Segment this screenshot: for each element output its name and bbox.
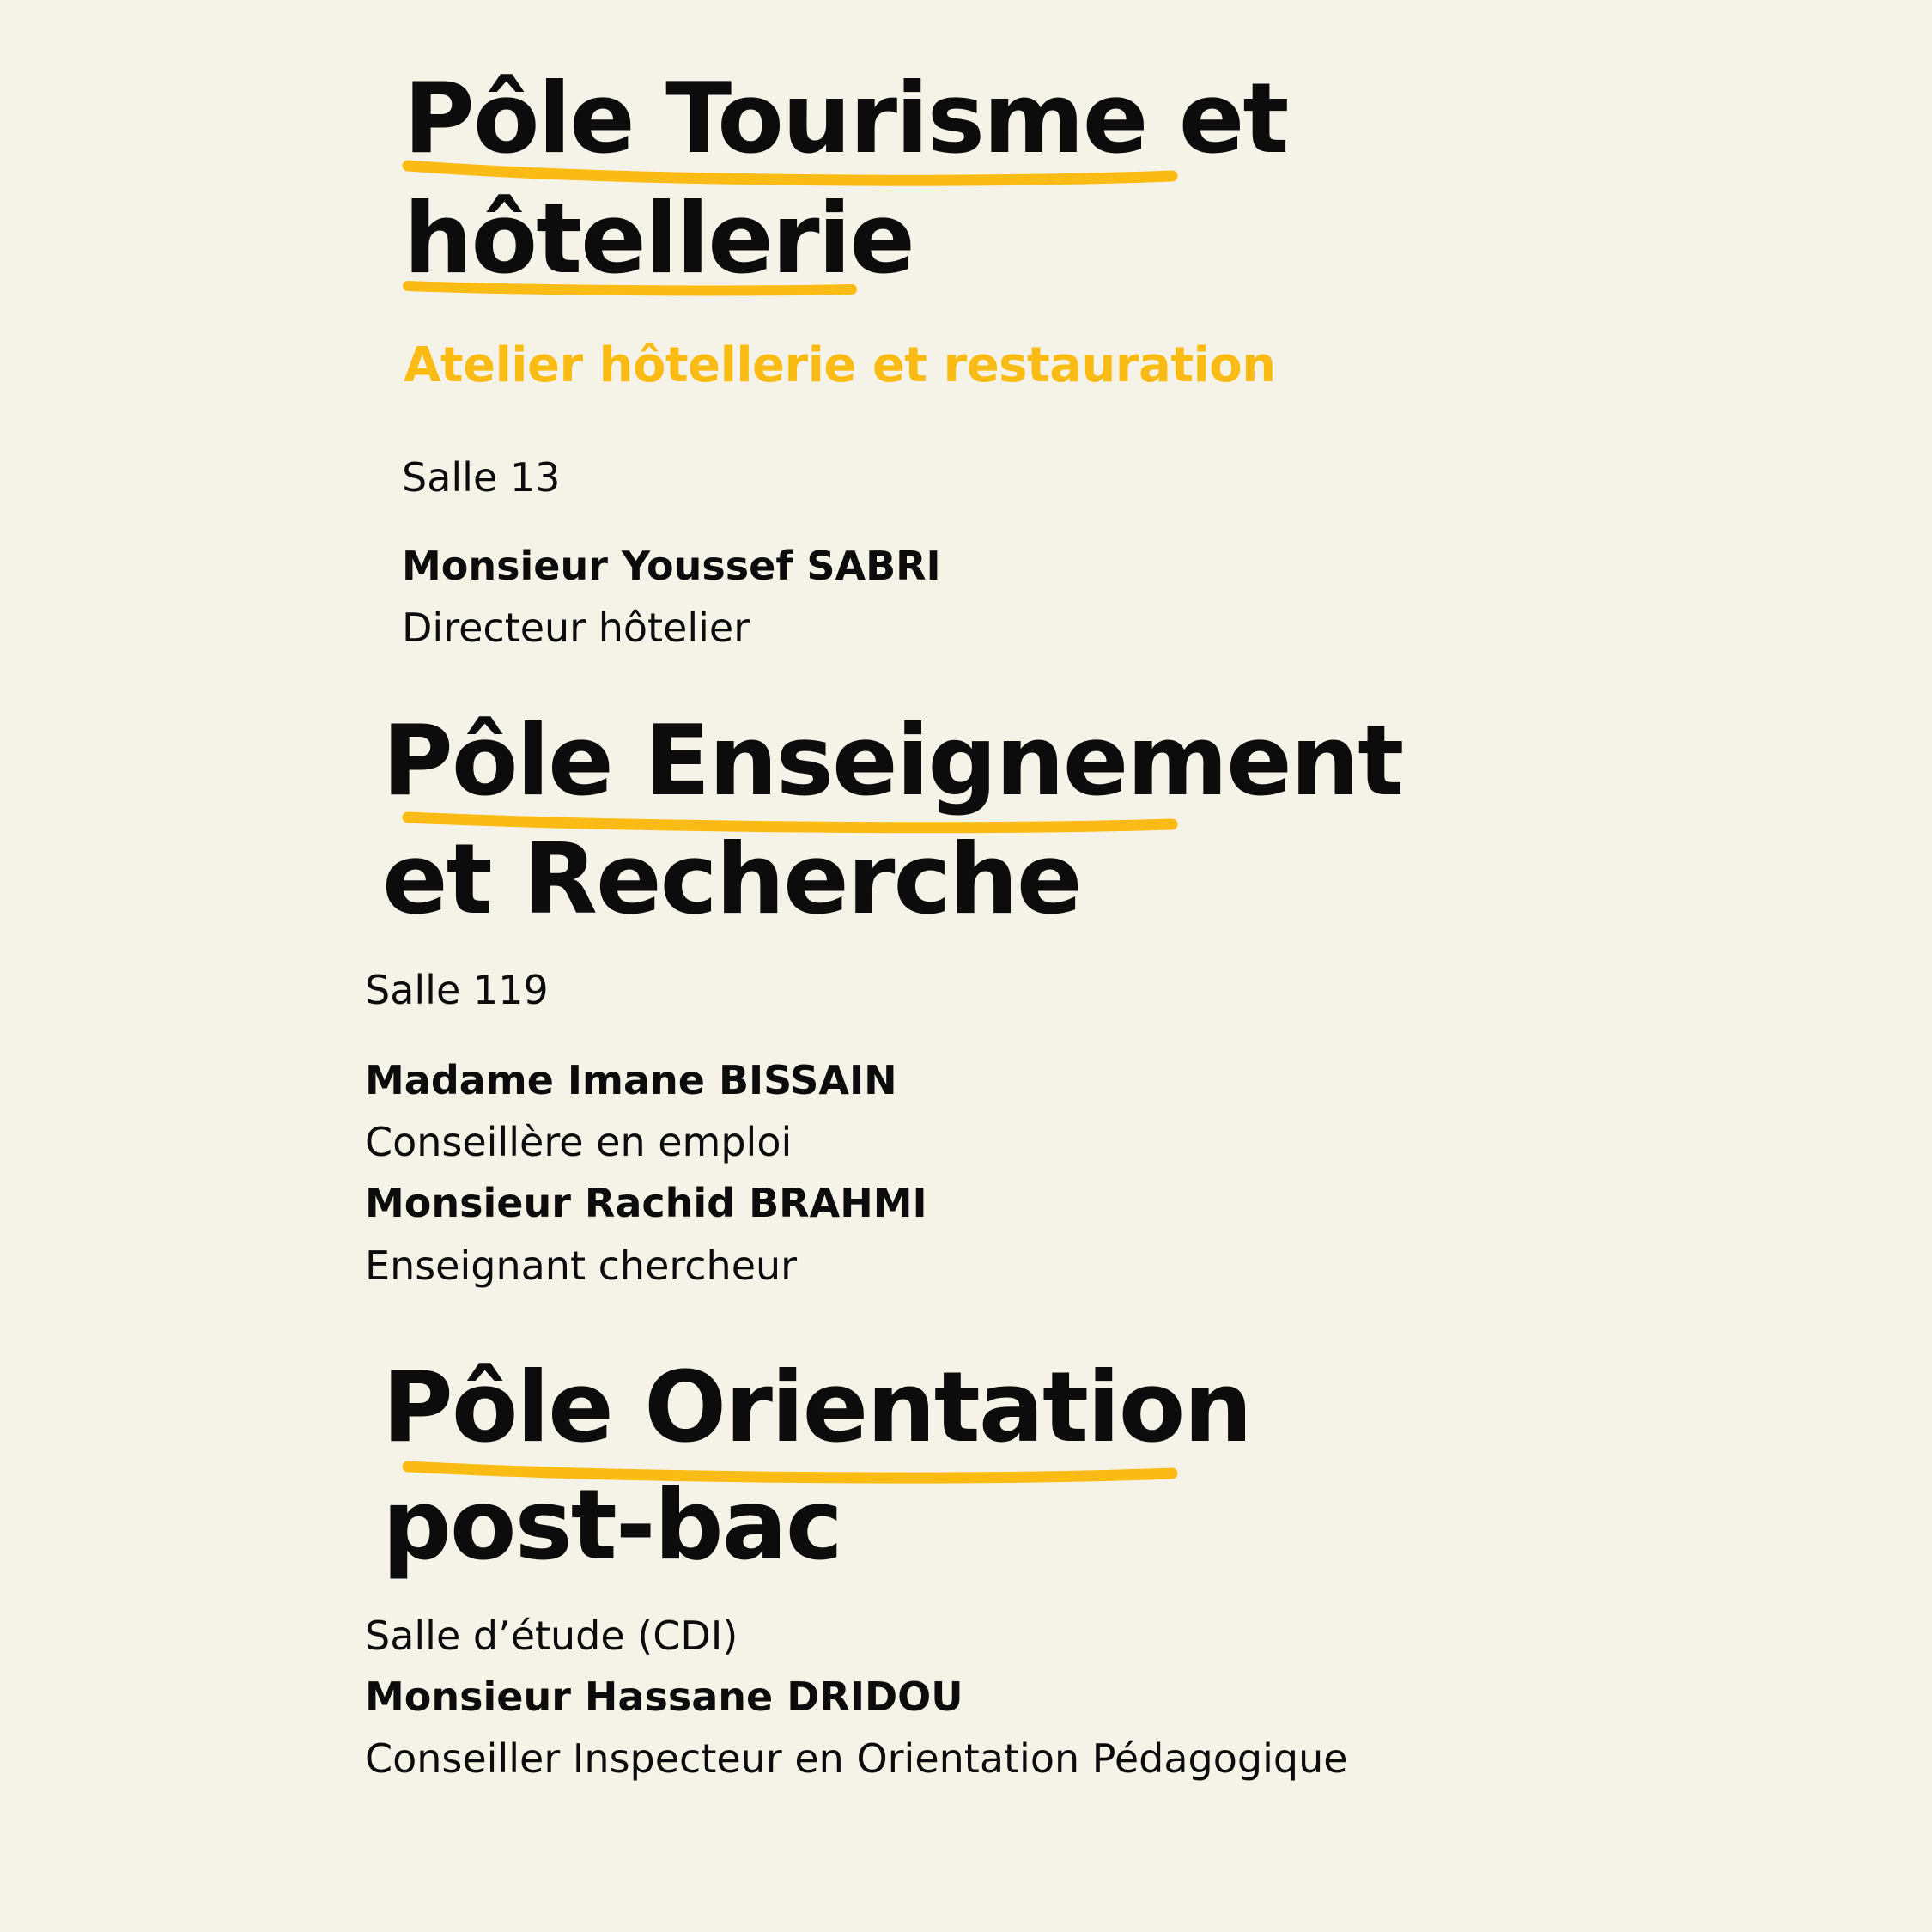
enseignement-person1-role: Conseillère en emploi	[365, 1119, 793, 1165]
tourisme-person-name: Monsieur Youssef SABRI	[402, 543, 941, 589]
enseignement-room: Salle 119	[365, 967, 549, 1013]
orientation-person-name: Monsieur Hassane DRIDOU	[365, 1674, 963, 1720]
enseignement-person2-name: Monsieur Rachid BRAHMI	[365, 1180, 927, 1226]
tourisme-room: Salle 13	[402, 454, 561, 501]
enseignement-person2-role: Enseignant chercheur	[365, 1242, 798, 1289]
enseignement-person1-name: Madame Imane BISSAIN	[365, 1057, 897, 1103]
tourisme-subtitle: Atelier hôtellerie et restauration	[404, 337, 1276, 393]
orientation-title-line2: post-bac	[382, 1468, 841, 1582]
enseignement-title-line1: Pôle Enseignement	[382, 704, 1403, 817]
enseignement-title-line2: et Recherche	[382, 823, 1081, 936]
orientation-room: Salle d’étude (CDI)	[365, 1613, 738, 1659]
orientation-person-role: Conseiller Inspecteur en Orientation Pédagogique	[365, 1735, 1348, 1782]
tourisme-title-line1: Pôle Tourisme et	[404, 62, 1288, 175]
tourisme-title-line2: hôtellerie	[404, 182, 914, 295]
orientation-title-line1: Pôle Orientation	[382, 1351, 1251, 1464]
tourisme-person-role: Directeur hôtelier	[402, 605, 750, 651]
